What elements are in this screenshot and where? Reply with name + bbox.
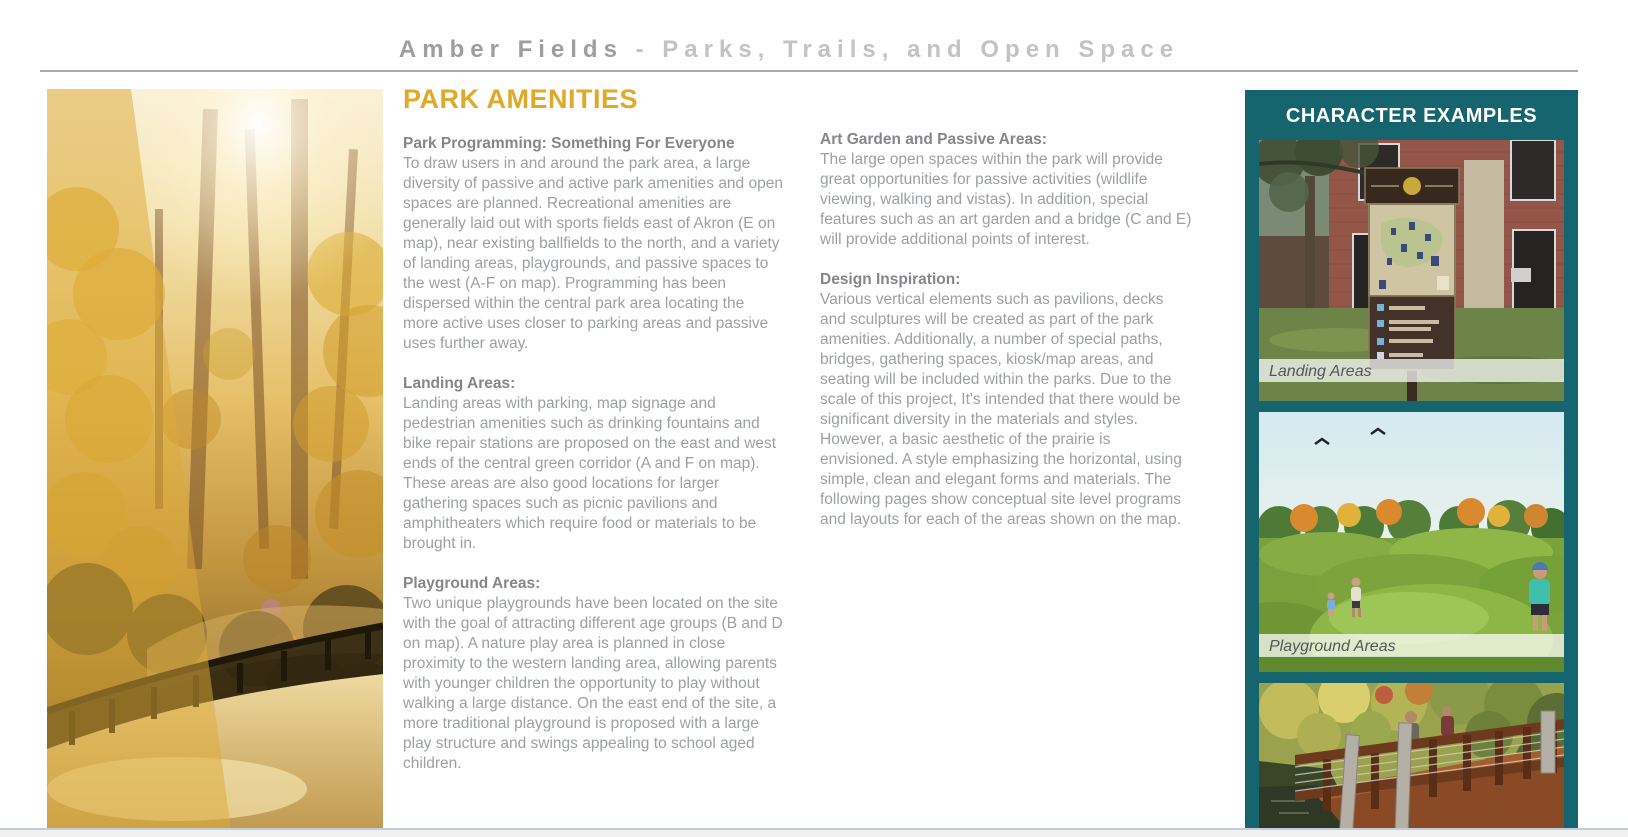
character-image-landing-areas [1259,140,1564,401]
character-image-playground-areas [1259,412,1564,672]
section-playground-areas [403,574,783,774]
section-art-garden [820,130,1192,250]
bridge-photo-graphic [1259,683,1564,830]
header-divider [40,70,1578,72]
page-title: PARK AMENITIES [403,84,639,114]
section-heading: Design Inspiration: [820,271,961,288]
document-subtitle: - Parks, Trails, and Open Space [635,36,1180,63]
page-header [0,36,1578,64]
project-name: Amber Fields [398,36,623,63]
image-caption: Landing Areas [1269,363,1372,380]
section-landing-areas [403,374,783,554]
mounds-photo-graphic [1259,412,1564,672]
stone-pilaster [1464,160,1504,316]
boardwalk-photo-graphic [47,89,383,830]
character-examples-panel [1245,90,1578,830]
section-heading: Art Garden and Passive Areas: [820,131,1047,148]
section-body: The large open spaces within the park will provide great opportunities for passive activities (wildlife viewing, walking and vistas). In addition, special features such as an art garden and a bridge (C and E) will provide additional points of interest. [820,151,1192,248]
section-heading: Park Programming: Something For Everyone [403,135,735,152]
section-body: Landing areas with parking, map signage and pedestrian amenities such as drinking fountains and bike repair stations are proposed on the east and west ends of the central green corridor (A and F on map). These areas are also good locations for larger gathering spaces such as picnic pavilions and amphitheaters which require food or materials to be brought in. [403,395,777,552]
image-caption: Playground Areas [1269,638,1396,655]
text-column-1 [403,84,783,794]
section-park-programming [403,134,783,354]
kiosk-photo-graphic [1259,140,1564,401]
section-heading: Playground Areas: [403,575,541,592]
section-body: Two unique playgrounds have been located on the site with the goal of attracting different age groups (B and D on map). A nature play area is planned in close proximity to the western landing area, allowing parents with younger children the opportunity to play without walking a large distance. On the east end of the site, a more traditional playground is proposed with a large play structure and swings appealing to school aged children. [403,595,783,772]
sidebar-title: CHARACTER EXAMPLES [1285,105,1538,127]
text-column-2 [820,130,1192,550]
section-body: Various vertical elements such as pavilions, decks and sculptures will be created as part of the park amenities. Additionally, a number of special paths, bridges, gathering spaces, kiosk/map areas, and seating will be included within the parks. Due to the scale of this project, It's intended that there would be significant diversity in the materials and styles. However, a basic aesthetic of the prairie is envisioned. A style emphasizing the horizontal, using simple, clean and elegant forms and materials. The following pages show conceptual site level programs and layouts for each of the areas shown on the map. [820,291,1182,528]
section-body: To draw users in and around the park area, a large diversity of passive and active park amenities and open spaces are planned. Recreational amenities are generally laid out with sports fields east of Akron (E on map), near existing ballfields to the north, and a variety of landing areas, playgrounds, and passive spaces to the west (A-F on map). Programming has been dispersed within the central park area locating the more active uses closer to parking areas and passive uses further away. [403,155,783,352]
page-bottom-edge [0,828,1628,837]
hero-photo-boardwalk [47,89,383,830]
section-heading: Landing Areas: [403,375,516,392]
section-design-inspiration [820,270,1192,530]
character-image-bridge [1259,683,1564,830]
